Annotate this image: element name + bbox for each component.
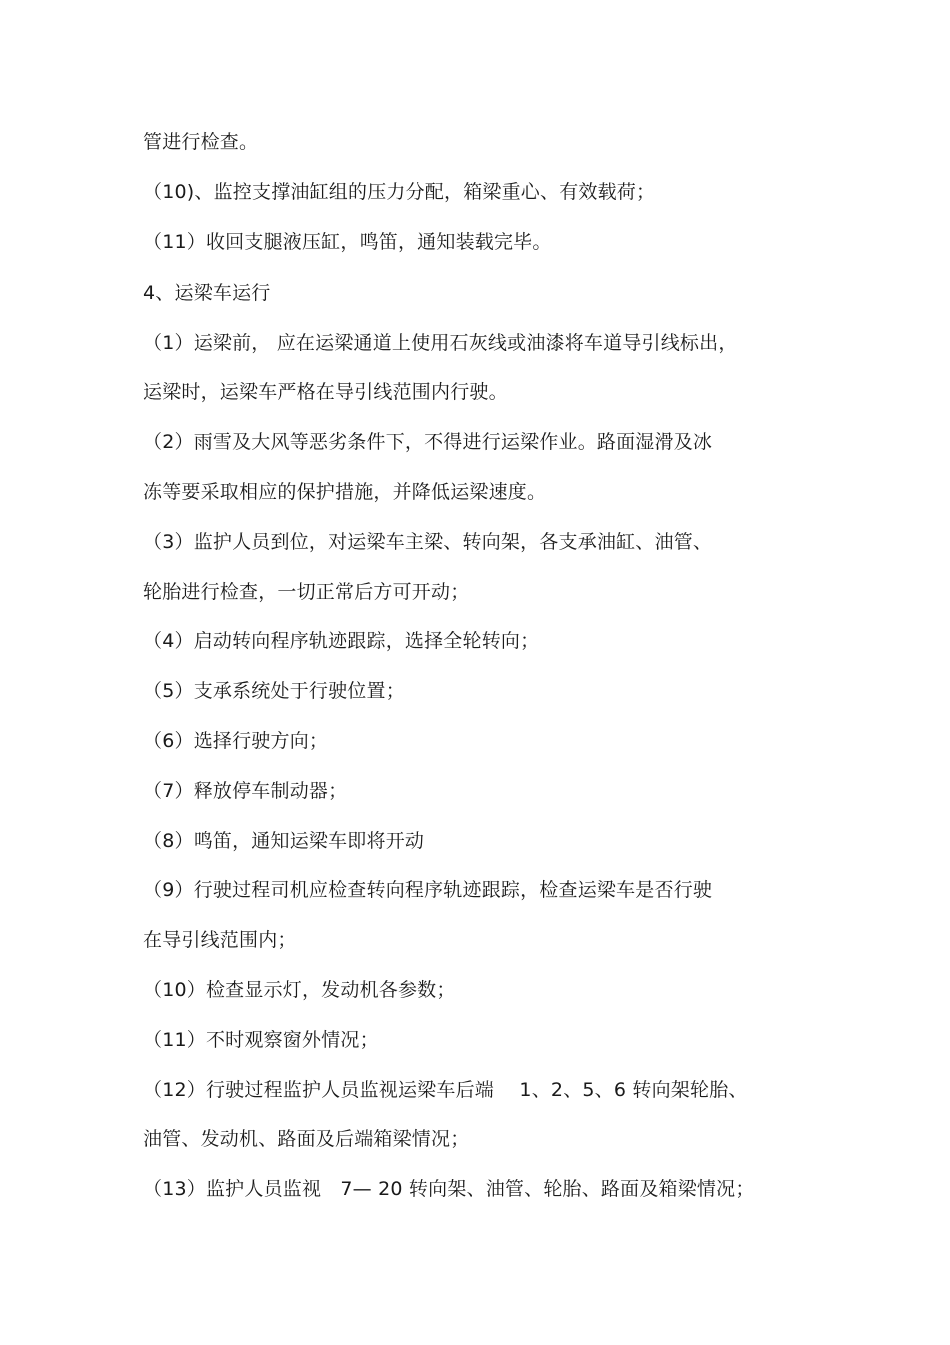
text-line-19: （11）不时观察窗外情况； xyxy=(143,1029,379,1051)
text-line-17: 在导引线范围内； xyxy=(143,929,297,951)
text-line-16: （9）行驶过程司机应检查转向程序轨迹跟踪，检查运梁车是否行驶 xyxy=(143,879,713,901)
text-line-21: 油管、发动机、路面及后端箱梁情况； xyxy=(143,1128,470,1150)
text-line-18: （10）检查显示灯，发动机各参数； xyxy=(143,979,456,1001)
text-line-5: （1）运梁前， 应在运梁通道上使用石灰线或油漆将车道导引线标出， xyxy=(143,332,738,354)
text-line-3: （11）收回支腿液压缸，鸣笛，通知装载完毕。 xyxy=(143,231,552,253)
text-line-12: （5）支承系统处于行驶位置； xyxy=(143,680,405,702)
text-line-20: （12）行驶过程监护人员监视运梁车后端 1、2、5、6 转向架轮胎、 xyxy=(143,1079,748,1101)
text-line-15: （8）鸣笛，通知运梁车即将开动 xyxy=(143,830,425,852)
text-line-1: 管进行检查。 xyxy=(143,131,259,153)
section-heading: 4、运梁车运行 xyxy=(143,282,271,304)
text-line-10: 轮胎进行检查，一切正常后方可开动； xyxy=(143,581,470,603)
text-line-22: （13）监护人员监视 7— 20 转向架、油管、轮胎、路面及箱梁情况； xyxy=(143,1178,755,1200)
text-line-14: （7）释放停车制动器； xyxy=(143,780,348,802)
text-line-13: （6）选择行驶方向； xyxy=(143,730,329,752)
text-line-8: 冻等要采取相应的保护措施，并降低运梁速度。 xyxy=(143,481,547,503)
text-line-2: （10)、监控支撑油缸组的压力分配，箱梁重心、有效载荷； xyxy=(143,181,656,203)
text-line-11: （4）启动转向程序轨迹跟踪，选择全轮转向； xyxy=(143,630,540,652)
text-line-6: 运梁时，运梁车严格在导引线范围内行驶。 xyxy=(143,381,508,403)
text-line-9: （3）监护人员到位，对运梁车主梁、转向架，各支承油缸、油管、 xyxy=(143,531,713,553)
text-line-7: （2）雨雪及大风等恶劣条件下，不得进行运梁作业。路面湿滑及冰 xyxy=(143,431,713,453)
